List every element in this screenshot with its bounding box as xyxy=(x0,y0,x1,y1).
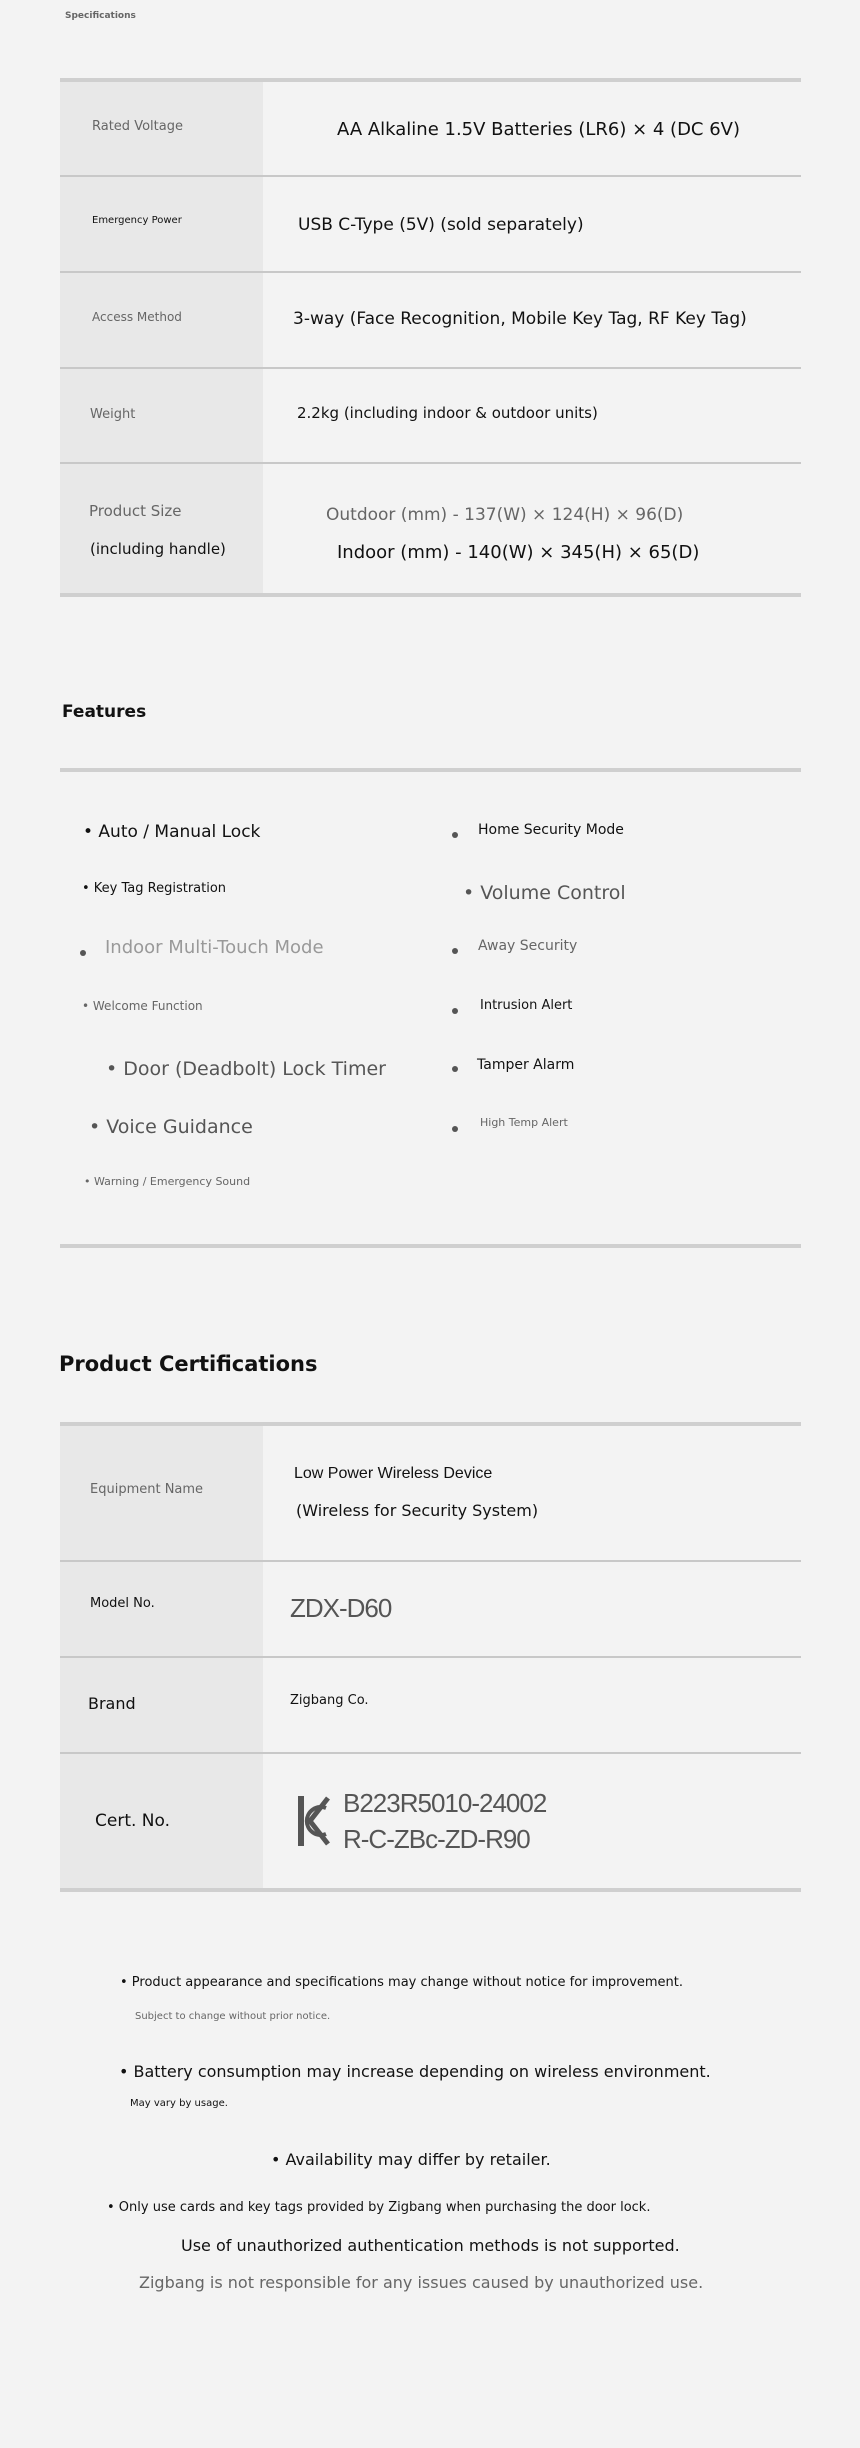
features-title: Features xyxy=(62,702,147,722)
bullet-icon xyxy=(80,950,86,956)
spec-label: Emergency Power xyxy=(92,215,182,226)
spec-value: 3-way (Face Recognition, Mobile Key Tag, RF Key Tag) xyxy=(293,309,747,329)
feature-item: • Welcome Function xyxy=(82,999,203,1013)
bullet-icon xyxy=(452,1066,458,1072)
note-sub: May vary by usage. xyxy=(130,2098,228,2109)
cert-value: ZDX-D60 xyxy=(290,1593,392,1623)
cert-label: Equipment Name xyxy=(90,1482,204,1497)
cert-label: Model No. xyxy=(90,1596,155,1611)
spec-value: AA Alkaline 1.5V Batteries (LR6) × 4 (DC 6V) xyxy=(337,119,741,140)
feature-item: • Voice Guidance xyxy=(89,1116,253,1138)
feature-item: • Volume Control xyxy=(463,882,626,904)
spec-label: Product Size xyxy=(89,502,182,520)
table-divider xyxy=(60,593,801,597)
table-divider xyxy=(60,1752,801,1754)
feature-item: Indoor Multi-Touch Mode xyxy=(105,937,324,958)
note-item: • Availability may differ by retailer. xyxy=(271,2150,551,2169)
spec-label: Weight xyxy=(90,407,136,422)
cert-value: Low Power Wireless Device xyxy=(294,1465,493,1482)
feature-item: Away Security xyxy=(478,938,578,954)
table-divider xyxy=(60,1422,801,1426)
note-item: Use of unauthorized authentication methods is not supported. xyxy=(181,2236,680,2255)
table-divider xyxy=(60,462,801,464)
table-divider xyxy=(60,1560,801,1562)
bullet-icon xyxy=(452,1008,458,1014)
spec-value: Outdoor (mm) - 137(W) × 124(H) × 96(D) xyxy=(326,505,684,525)
feature-item: • Warning / Emergency Sound xyxy=(84,1175,251,1188)
certifications-title: Product Certifications xyxy=(59,1352,318,1376)
feature-item: Tamper Alarm xyxy=(477,1057,575,1073)
section-label: Specifications xyxy=(65,11,136,21)
feature-item: • Key Tag Registration xyxy=(82,881,227,896)
bullet-icon xyxy=(452,1126,458,1132)
cert-value: B223R5010-24002 xyxy=(343,1788,547,1818)
feature-item: High Temp Alert xyxy=(480,1116,568,1129)
cert-value: Zigbang Co. xyxy=(290,1693,369,1708)
features-divider xyxy=(60,1244,801,1248)
spec-value-sub: Indoor (mm) - 140(W) × 345(H) × 65(D) xyxy=(337,542,700,563)
table-divider xyxy=(60,1888,801,1892)
note-item: • Product appearance and specifications may change without notice for improvement. xyxy=(120,1975,684,1990)
features-divider xyxy=(60,768,801,772)
cert-value-sub: R-C-ZBc-ZD-R90 xyxy=(343,1824,530,1854)
note-item: Zigbang is not responsible for any issues caused by unauthorized use. xyxy=(139,2273,704,2292)
cert-label: Cert. No. xyxy=(95,1811,171,1831)
table-divider xyxy=(60,175,801,177)
feature-item: • Auto / Manual Lock xyxy=(83,822,261,842)
spec-label: Rated Voltage xyxy=(92,119,183,134)
bullet-icon xyxy=(452,948,458,954)
spec-label: Access Method xyxy=(92,310,182,324)
spec-value: USB C-Type (5V) (sold separately) xyxy=(298,215,584,235)
spec-value: 2.2kg (including indoor & outdoor units) xyxy=(297,404,598,422)
note-sub: Subject to change without prior notice. xyxy=(135,2011,331,2022)
table-divider xyxy=(60,271,801,273)
cert-label: Brand xyxy=(88,1694,136,1713)
table-divider xyxy=(60,1656,801,1658)
feature-item: Intrusion Alert xyxy=(480,998,573,1013)
spec-label-sub: (including handle) xyxy=(90,540,226,558)
table-divider xyxy=(60,367,801,369)
kc-mark-icon xyxy=(296,1794,330,1848)
bullet-icon xyxy=(452,832,458,838)
note-item: • Battery consumption may increase depending on wireless environment. xyxy=(119,2062,711,2081)
feature-item: Home Security Mode xyxy=(478,822,624,838)
note-item: • Only use cards and key tags provided by Zigbang when purchasing the door lock. xyxy=(107,2200,651,2215)
cert-value-sub: (Wireless for Security System) xyxy=(296,1501,539,1520)
feature-item: • Door (Deadbolt) Lock Timer xyxy=(106,1058,386,1080)
table-divider xyxy=(60,78,801,82)
